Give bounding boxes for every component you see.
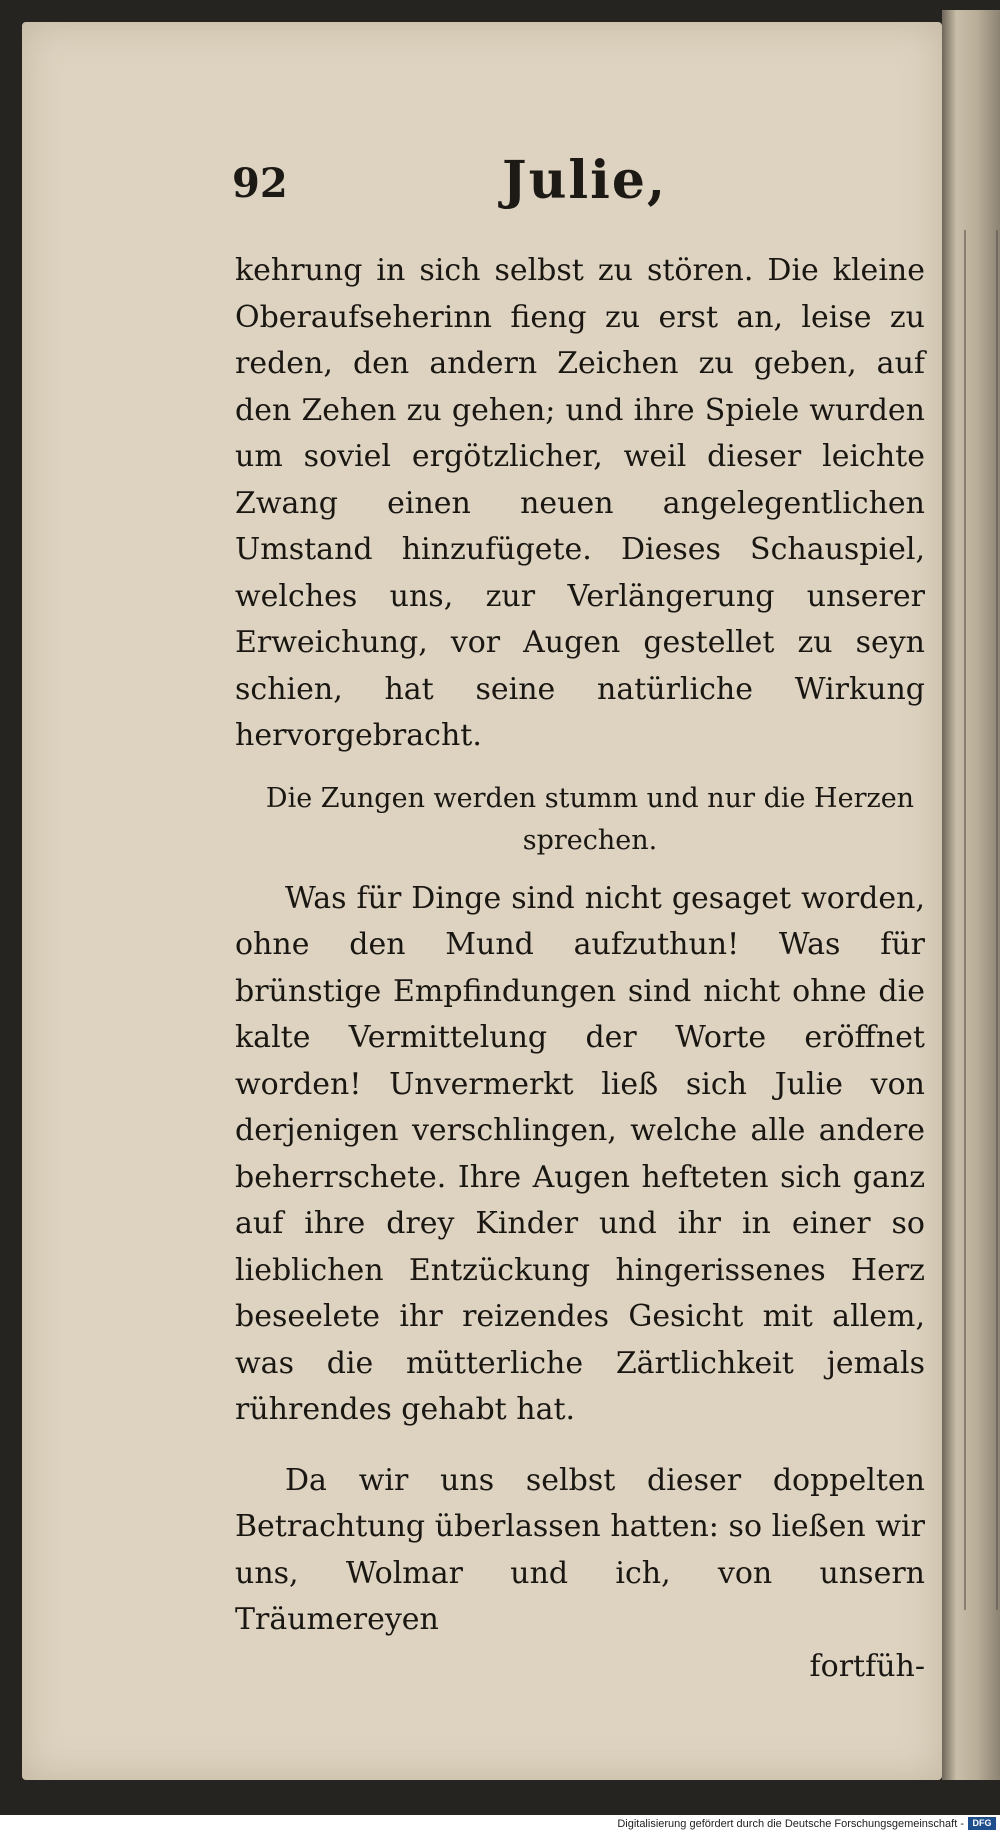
paragraph-1: kehrung in sich selbst zu stören. Die kleine Oberaufseherinn fieng zu erst an, leise zu reden, den andern Zeichen zu geben, auf den Zehen zu gehen; und ihre Spiele wurden um soviel ergötzlicher, weil dieser leichte Zwang einen neuen angelegentlichen Umstand hinzufügete. Dieses Schauspiel, welches uns, zur Verlängerung unserer Erweichung, vor Augen gestellet zu seyn schien, hat seine natürliche Wirkung hervorgebracht. xyxy=(235,253,925,753)
page-header xyxy=(232,150,922,220)
digitization-credit: Digitalisierung gefördert durch die Deutsche Forschungsgemeinschaft - xyxy=(617,1818,964,1830)
paragraph-3: Da wir uns selbst dieser doppelten Betrachtung überlassen hatten: so ließen wir uns, Wolmar und ich, von unsern Träumereyen xyxy=(235,1462,925,1637)
dfg-logo: DFG xyxy=(968,1817,996,1830)
facing-page-ornament xyxy=(964,230,998,1610)
motto-line: Die Zungen werden stumm und nur die Herzen sprechen. xyxy=(265,782,915,856)
paragraph-2: Was für Dinge sind nicht gesaget worden, ohne den Mund aufzuthun! Was für brünstige Empfindungen sind nicht ohne die kalte Vermittelung der Worte eröffnet worden! Unvermerkt ließ sich Julie von derjenigen verschlingen, welche alle andere beherrschete. Ihre Augen hefteten sich ganz auf ihre drey Kinder und ihr in einer so lieblichen Entzückung hingerissenes Herz beseelete ihr reizendes Gesicht mit allem, was die mütterliche Zärtlichkeit jemals rührendes gehabt hat. xyxy=(235,880,925,1427)
page-body xyxy=(235,248,925,1690)
catchword: fortfüh- xyxy=(809,1648,925,1684)
running-title: Julie, xyxy=(502,150,668,211)
page-number: 92 xyxy=(232,160,288,207)
